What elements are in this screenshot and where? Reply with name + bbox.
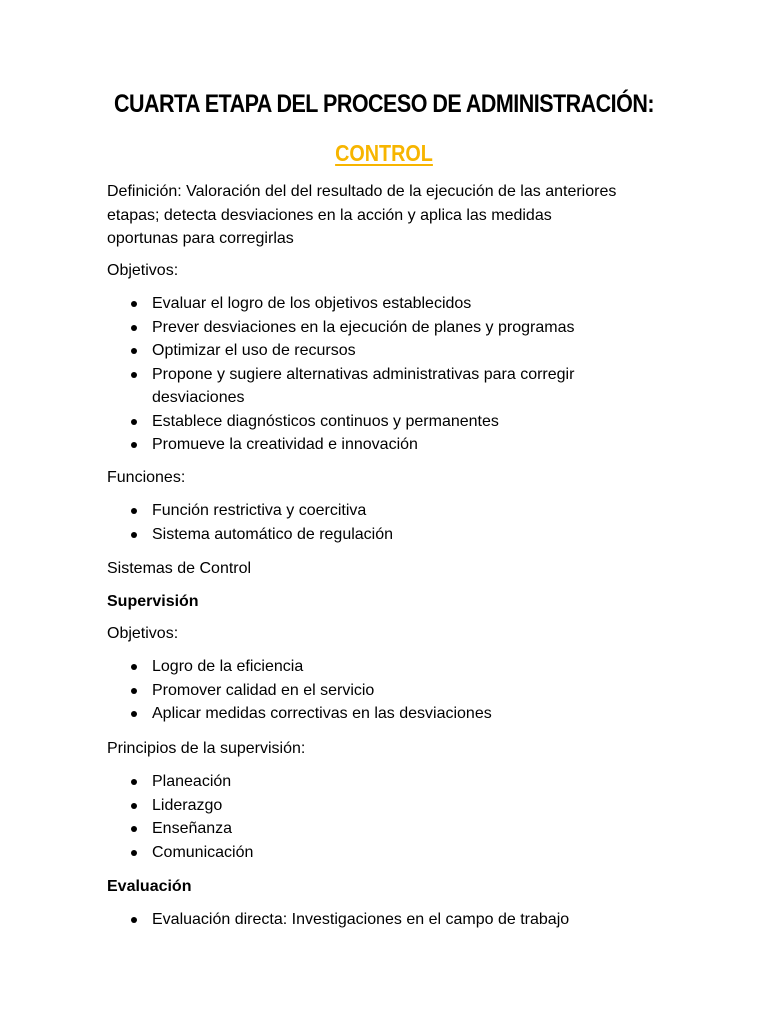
list-item: Liderazgo [107,794,647,818]
principios-heading: Principios de la supervisión: [107,740,306,757]
supervision-objetivos-list [107,655,647,726]
list-item: Función restrictiva y coercitiva [107,499,647,523]
funciones-list [107,499,647,546]
list-item: Logro de la eficiencia [107,655,647,679]
bullet-icon [131,325,137,331]
list-item: Establece diagnósticos continuos y permanentes [107,410,647,434]
bullet-icon [131,688,137,694]
list-item: Prever desviaciones en la ejecución de planes y programas [107,316,647,340]
list-item: Evaluar el logro de los objetivos establecidos [107,292,647,316]
objetivos-list [107,292,647,457]
definition-paragraph: Definición: Valoración del del resultado de la ejecución de las anteriores etapas; detecta desviaciones en la acción y aplica las medidas oportunas para corregirlas [107,183,617,247]
bullet-icon [131,301,137,307]
bullet-icon [131,532,137,538]
bullet-icon [131,664,137,670]
list-item: Sistema automático de regulación [107,523,647,547]
bullet-icon [131,508,137,514]
bullet-icon [131,419,137,425]
list-item: Enseñanza [107,817,647,841]
bullet-icon [131,711,137,717]
bullet-icon [131,372,137,378]
list-item: Promueve la creatividad e innovación [107,433,647,457]
document-subtitle: CONTROL [335,140,433,166]
list-item: Planeación [107,770,647,794]
list-item: Aplicar medidas correctivas en las desviaciones [107,702,647,726]
evaluacion-heading: Evaluación [107,878,192,895]
list-item: Propone y sugiere alternativas administrativas para corregir desviaciones [107,363,622,410]
supervision-objetivos-heading: Objetivos: [107,625,179,642]
evaluacion-list [107,908,647,932]
supervision-heading: Supervisión [107,593,199,610]
objetivos-heading: Objetivos: [107,262,179,279]
list-item: Comunicación [107,841,647,865]
list-item: Evaluación directa: Investigaciones en el campo de trabajo [107,908,647,932]
sistemas-heading: Sistemas de Control [107,560,252,577]
principios-list [107,770,647,864]
bullet-icon [131,348,137,354]
funciones-heading: Funciones: [107,469,186,486]
bullet-icon [131,442,137,448]
bullet-icon [131,850,137,856]
list-item: Optimizar el uso de recursos [107,339,647,363]
bullet-icon [131,803,137,809]
list-item: Promover calidad en el servicio [107,679,647,703]
bullet-icon [131,917,137,923]
document-title: CUARTA ETAPA DEL PROCESO DE ADMINISTRACIÓN: [113,90,654,118]
bullet-icon [131,826,137,832]
bullet-icon [131,779,137,785]
